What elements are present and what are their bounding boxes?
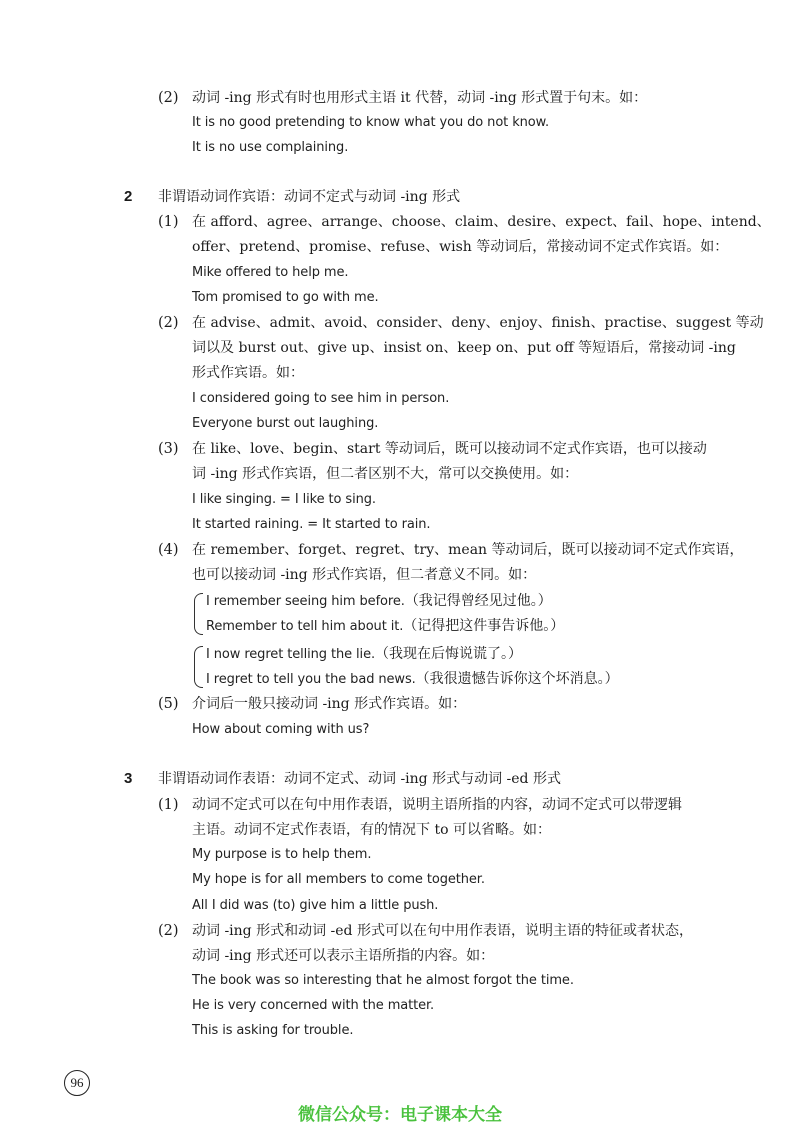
rule-text: 动词不定式可以在句中用作表语，说明主语所指的内容，动词不定式可以带逻辑 <box>192 797 682 813</box>
example-sentence: He is very concerned with the matter. <box>192 998 435 1013</box>
example-sentence: How about coming with us? <box>192 722 370 737</box>
rule-text: 主语。动词不定式作表语，有的情况下 to 可以省略。如： <box>192 822 551 838</box>
example-pair <box>206 669 619 690</box>
item-number: (3) <box>158 441 179 457</box>
example-sentence: I considered going to see him in person. <box>192 391 450 406</box>
example-sentence: My purpose is to help them. <box>192 847 372 862</box>
example-sentence: The book was so interesting that he almost forgot the time. <box>192 973 574 988</box>
item-number: (2) <box>158 315 179 331</box>
example-sentence: It is no use complaining. <box>192 140 349 155</box>
example-pair <box>206 644 522 665</box>
example-translation: （我很遗憾告诉你这个坏消息。） <box>415 671 619 687</box>
rule-text: 在 afford、agree、arrange、choose、claim、desire、expect、fail、hope、intend、 <box>192 214 771 230</box>
section-title: 非谓语动词作宾语：动词不定式与动词 -ing 形式 <box>158 189 461 205</box>
example-sentence: Mike offered to help me. <box>192 265 349 280</box>
example-sentence: I remember seeing him before. <box>206 594 405 609</box>
rule-text: 介词后一般只接动词 -ing 形式作宾语。如： <box>192 696 467 712</box>
rule-text: 在 remember、forget、regret、try、mean 等动词后，既可以接动词不定式作宾语， <box>192 542 744 558</box>
rule-text: 形式作宾语。如： <box>192 365 304 381</box>
example-sentence: This is asking for trouble. <box>192 1023 354 1038</box>
rule-text: 动词 -ing 形式有时也用形式主语 it 代替，动词 -ing 形式置于句末。如： <box>192 90 648 106</box>
rule-text: 动词 -ing 形式和动词 -ed 形式可以在句中用作表语，说明主语的特征或者状态， <box>192 923 693 939</box>
item-number: (4) <box>158 542 179 558</box>
example-sentence: Everyone burst out laughing. <box>192 416 379 431</box>
example-sentence: Tom promised to go with me. <box>192 290 379 305</box>
example-sentence: It is no good pretending to know what you do not know. <box>192 115 549 130</box>
example-sentence: It started raining. = It started to rain. <box>192 517 431 532</box>
item-number: (5) <box>158 696 179 712</box>
item-number: (2) <box>158 923 179 939</box>
example-sentence: I regret to tell you the bad news. <box>206 672 416 687</box>
item-number: (2) <box>158 90 179 106</box>
page-number: 96 <box>64 1070 90 1096</box>
rule-text: 动词 -ing 形式还可以表示主语所指的内容。如： <box>192 948 495 964</box>
item-number: (1) <box>158 797 179 813</box>
example-pair <box>206 616 564 637</box>
example-translation: （记得把这件事告诉他。） <box>403 618 565 634</box>
rule-text: 词 -ing 形式作宾语，但二者区别不大，常可以交换使用。如： <box>192 466 579 482</box>
example-sentence: Remember to tell him about it. <box>206 619 404 634</box>
example-translation: （我现在后悔说谎了。） <box>375 646 522 662</box>
item-number: (1) <box>158 214 179 230</box>
rule-text: 在 like、love、begin、start 等动词后，既可以接动词不定式作宾语，也可以接动 <box>192 441 707 457</box>
section-title: 非谓语动词作表语：动词不定式、动词 -ing 形式与动词 -ed 形式 <box>158 771 561 787</box>
example-translation: （我记得曾经见过他。） <box>404 593 552 609</box>
rule-text: 词以及 burst out、give up、insist on、keep on、put off 等短语后，常接动词 -ing <box>192 340 736 356</box>
footer-watermark: 微信公众号：电子课本大全 <box>298 1105 502 1125</box>
example-sentence: I like singing. = I like to sing. <box>192 492 376 507</box>
rule-text: offer、pretend、promise、refuse、wish 等动词后，常接动词不定式作宾语。如： <box>192 239 729 255</box>
example-sentence: My hope is for all members to come together. <box>192 872 485 887</box>
example-sentence: All I did was (to) give him a little push. <box>192 898 439 913</box>
brace-mark <box>194 646 203 688</box>
rule-text: 也可以接动词 -ing 形式作宾语，但二者意义不同。如： <box>192 567 537 583</box>
example-pair <box>206 591 552 612</box>
brace-mark <box>194 593 203 635</box>
section-number: 2 <box>124 188 133 205</box>
rule-text: 在 advise、admit、avoid、consider、deny、enjoy、finish、practise、suggest 等动 <box>192 315 764 331</box>
example-sentence: I now regret telling the lie. <box>206 647 375 662</box>
section-number: 3 <box>124 770 133 787</box>
